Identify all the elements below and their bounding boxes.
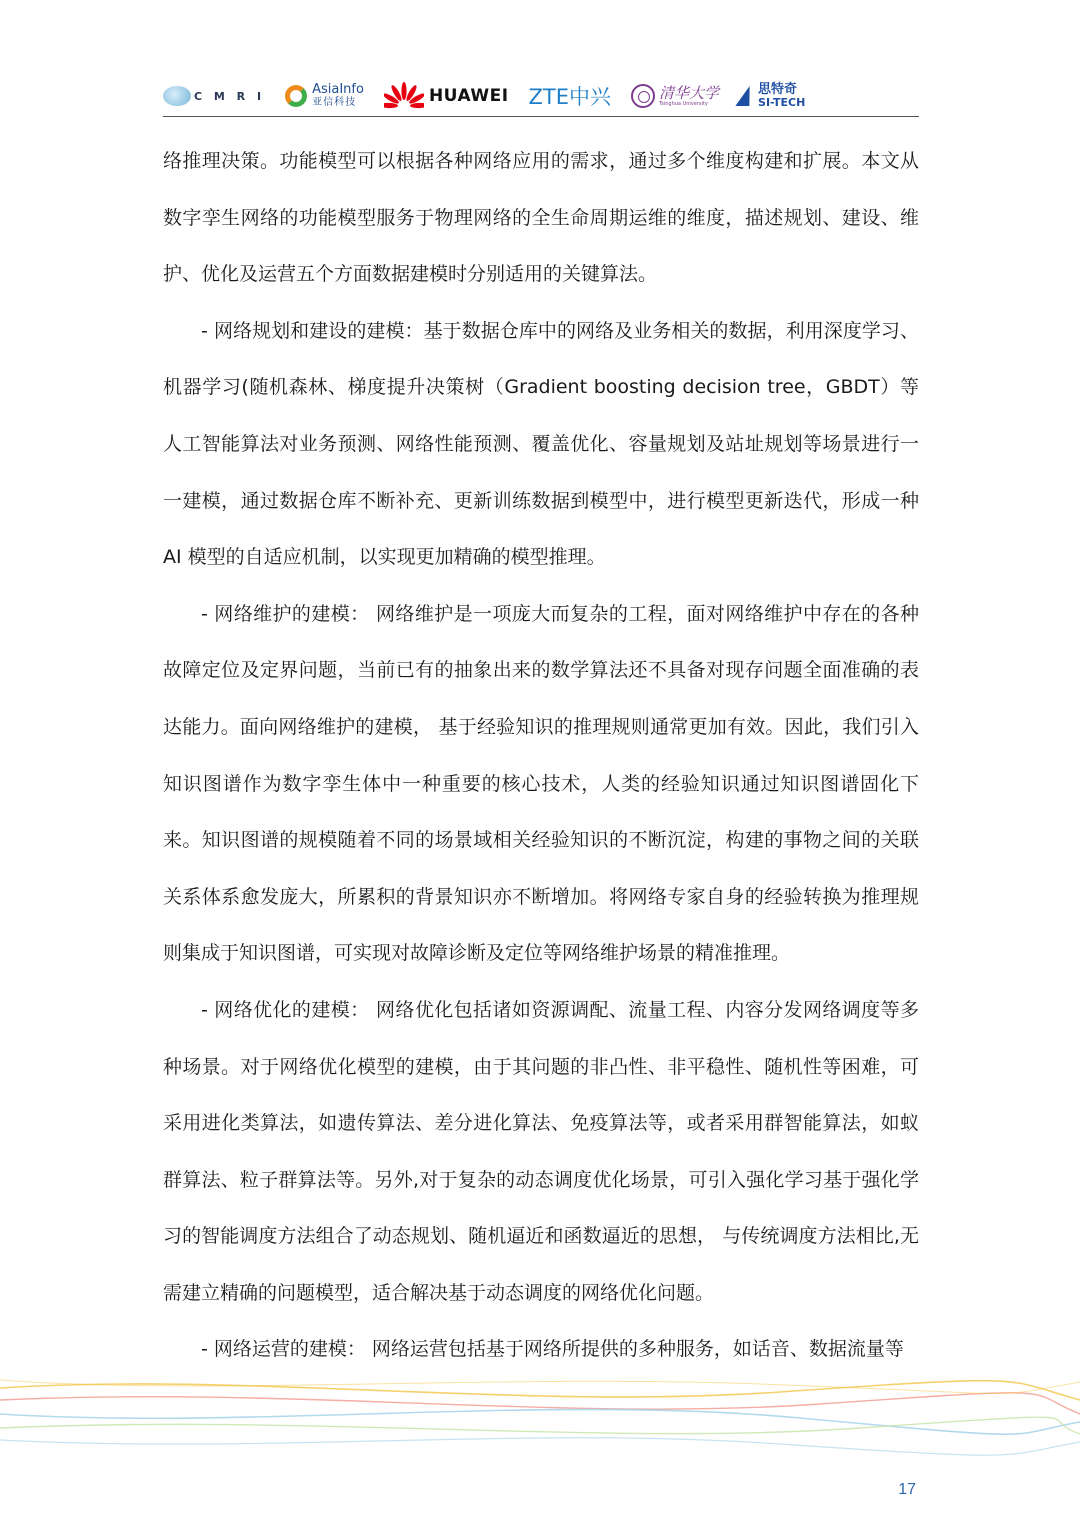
- seal-icon: [631, 84, 655, 108]
- zte-logo-text: ZTE中兴: [528, 85, 612, 109]
- sitech-logo: [739, 83, 805, 109]
- paragraph-intro: 络推理决策。功能模型可以根据各种网络应用的需求，通过多个维度构建和扩展。本文从数字孪生网络的功能模型服务于物理网络的全生命周期运维的维度，描述规划、建设、维护、优化及运营五个方面数据建模时分别适用的关键算法。: [163, 150, 919, 286]
- sail-icon: [735, 86, 756, 106]
- cmri-logo: [163, 86, 265, 106]
- wave-line: [0, 1380, 1080, 1394]
- page-number: 17: [898, 1481, 916, 1498]
- paragraph-maintenance: - 网络维护的建模： 网络维护是一项庞大而复杂的工程，面对网络维护中存在的各种故障定位及定界问题，当前已有的抽象出来的数学算法还不具备对现存问题全面准确的表达能力。面向网络维护的建模， 基于经验知识的推理规则通常更加有效。因此，我们引入知识图谱作为数字孪生体中一种重要的核心技术，人类的经验知识通过知识图谱固化下来。知识图谱的规模随着不同的场景域相关经验知识的不断沉淀，构建的事物之间的关联关系体系愈发庞大，所累积的背景知识亦不断增加。将网络专家自身的经验转换为推理规则集成于知识图谱，可实现对故障诊断及定位等网络维护场景的精准推理。: [163, 602, 919, 965]
- wave-line: [0, 1417, 1080, 1434]
- wave-line: [0, 1409, 1080, 1434]
- paragraph-optimization: - 网络优化的建模： 网络优化包括诸如资源调配、流量工程、内容分发网络调度等多种场景。对于网络优化模型的建模，由于其问题的非凸性、非平稳性、随机性等困难，可采用进化类算法，如遗传算法、差分进化算法、免疫算法等，或者采用群智能算法，如蚁群算法、粒子群算法等。另外,对于复杂的动态调度优化场景，可引入强化学习基于强化学习的智能调度方法组合了动态规划、随机逼近和函数逼近的思想， 与传统调度方法相比,无需建立精确的问题模型，适合解决基于动态调度的网络优化问题。: [163, 998, 919, 1304]
- tsinghua-logo-cn: 清华大学: [659, 83, 720, 102]
- header-rule: [163, 116, 919, 117]
- cmri-logo-text: C M R I: [194, 89, 266, 103]
- zte-logo: [529, 81, 611, 111]
- huawei-logo: [384, 82, 509, 110]
- huawei-logo-text: HUAWEI: [428, 86, 509, 106]
- petals-icon: [384, 82, 424, 110]
- logo-header: [163, 74, 919, 118]
- asiainfo-logo-en: AsiaInfo: [312, 82, 364, 97]
- asiainfo-logo: [285, 83, 364, 109]
- globe-icon: [163, 86, 191, 106]
- sitech-logo-en: SI-TECH: [758, 96, 806, 109]
- body-text: [163, 133, 919, 1378]
- paragraph-planning: - 网络规划和建设的建模：基于数据仓库中的网络及业务相关的数据，利用深度学习、机器学习(随机森林、梯度提升决策树（Gradient boosting decision tree，GBDT）等人工智能算法对业务预测、网络性能预测、覆盖优化、容量规划及站址规划等场景进行一一建模，通过数据仓库不断补充、更新训练数据到模型中，进行模型更新迭代，形成一种 AI 模型的自适应机制，以实现更加精确的模型推理。: [163, 319, 919, 569]
- tsinghua-logo: [631, 84, 719, 108]
- ring-icon: [285, 85, 307, 107]
- asiainfo-logo-cn: 亚信科技: [312, 97, 357, 108]
- wave-line: [0, 1438, 1080, 1455]
- decorative-waves: [0, 1370, 1080, 1460]
- paragraph-operations: - 网络运营的建模： 网络运营包括基于网络所提供的多种服务，如话音、数据流量等: [201, 1338, 904, 1361]
- sitech-logo-cn: 思特奇: [758, 82, 798, 97]
- tsinghua-logo-en: Tsinghua University: [659, 100, 708, 107]
